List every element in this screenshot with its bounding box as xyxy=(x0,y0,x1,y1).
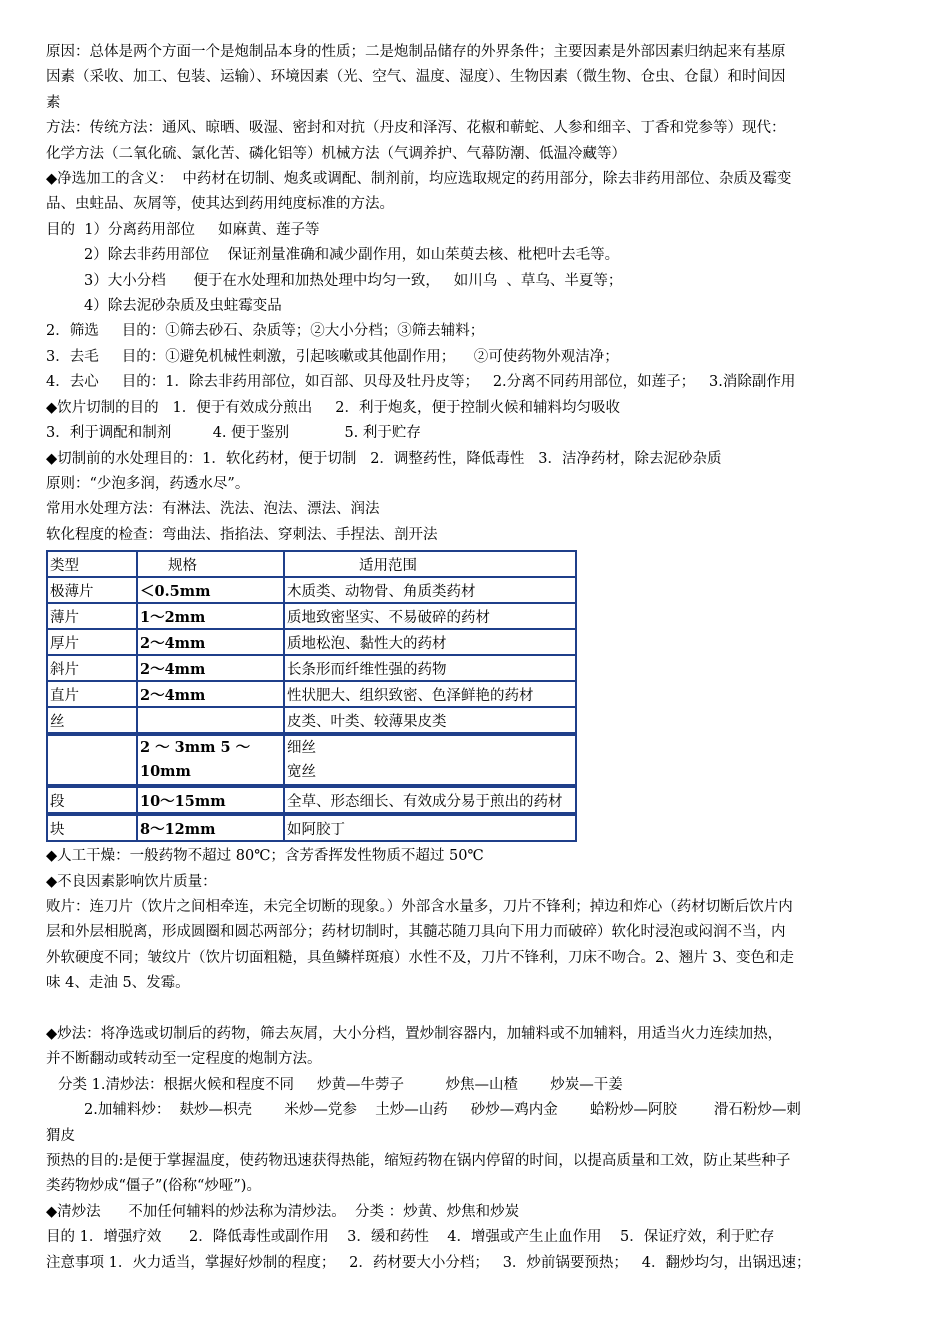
text-line: 目的 1）分离药用部位 如麻黄、莲子等 xyxy=(46,221,320,238)
cell-scope: 性状肥大、组织致密、色泽鲜艳的药材 xyxy=(284,681,576,707)
text-line: 败片：连刀片（饮片之间相牵连，未完全切断的现象。）外部含水量多，刀片不锋利；掉边和炸心（药材切断后饮片内 xyxy=(46,898,793,915)
document-page xyxy=(46,40,916,1276)
table-row xyxy=(47,603,576,629)
text-line: ◆净选加工的含义： 中药材在切制、炮炙或调配、制剂前，均应选取规定的药用部分，除去非药用部位、杂质及霉变 xyxy=(46,171,792,188)
cell-type: 厚片 xyxy=(47,629,137,655)
cell-spec: 10～15mm xyxy=(137,786,284,814)
text-line: 因素（采收、加工、包装、运输）、环境因素（光、空气、温度、湿度）、生物因素（微生物、仓虫、仓鼠）和时间因 xyxy=(46,69,786,86)
text-line: ◆清炒法 不加任何辅料的炒法称为清炒法。 分类 ：炒黄、炒焦和炒炭 xyxy=(46,1203,520,1220)
header-type: 类型 xyxy=(47,551,137,577)
table-row xyxy=(47,786,576,814)
table-row xyxy=(47,655,576,681)
text-line: 类药物炒成“僵子”(俗称“炒哑”)。 xyxy=(46,1178,261,1195)
text-line: 外软硬度不同；皱纹片（饮片切面粗糙，具鱼鳞样斑痕）水性不及，刀片不锋利，刀床不吻合。2、翘片 3、变色和走 xyxy=(46,949,795,966)
text-line: 原因：总体是两个方面一个是炮制品本身的性质；二是炮制品储存的外界条件；主要因素是外部因素归纳起来有基原 xyxy=(46,44,786,60)
cell-type xyxy=(47,734,137,786)
text-line-indented: 2.加辅料炒： 麸炒—枳壳 米炒—党参 土炒—山药 砂炒—鸡内金 蛤粉炒—阿胶 滑石粉炒—刺 xyxy=(84,1102,801,1119)
text-line: 常用水处理方法：有淋法、洗法、泡法、漂法、润法 xyxy=(46,501,380,518)
cell-spec xyxy=(137,707,284,734)
table-row xyxy=(47,707,576,734)
text-line: 3．利于调配和制剂 4. 便于鉴别 5. 利于贮存 xyxy=(46,425,421,442)
table-row xyxy=(47,577,576,603)
cell-scope: 木质类、动物骨、角质类药材 xyxy=(284,577,576,603)
cell-scope-line: 细丝 xyxy=(287,740,316,757)
cell-spec: 2～4mm xyxy=(137,629,284,655)
text-line: 预热的目的:是便于掌握温度，使药物迅速获得热能，缩短药物在锅内停留的时间，以提高质量和工效，防止某些种子 xyxy=(46,1152,791,1169)
cell-spec: 2～4mm xyxy=(137,681,284,707)
text-line-indented: 3）大小分档 便于在水处理和加热处理中均匀一致， 如川乌 、草乌、半夏等； xyxy=(84,272,623,289)
text-line: 4．去心 目的：1．除去非药用部位，如百部、贝母及牡丹皮等； 2.分离不同药用部位，如莲子； 3.消除副作用 xyxy=(46,374,796,391)
text-line: ◆饮片切制的目的 1．便于有效成分煎出 2．利于炮炙，便于控制火候和辅料均匀吸收 xyxy=(46,399,620,416)
cell-type: 斜片 xyxy=(47,655,137,681)
cell-spec xyxy=(137,734,284,786)
text-line: ◆切制前的水处理目的：1．软化药材，便于切制 2．调整药性，降低毒性 3．洁净药材，除去泥砂杂质 xyxy=(46,450,722,467)
text-line: 素 xyxy=(46,94,61,111)
cell-spec-line: 10mm xyxy=(140,763,191,781)
text-line: 目的 1．增强疗效 2．降低毒性或副作用 3．缓和药性 4．增强或产生止血作用 5．保证疗效，利于贮存 xyxy=(46,1229,775,1246)
header-scope: 适用范围 xyxy=(284,551,576,577)
table-row xyxy=(47,681,576,707)
cell-type: 块 xyxy=(47,814,137,841)
text-line-indented: 分类 1.清炒法：根据火候和程度不同 炒黄—牛蒡子 炒焦—山楂 炒炭—干姜 xyxy=(58,1076,623,1093)
text-line: 味 4、走油 5、发霉。 xyxy=(46,975,190,992)
cell-scope: 皮类、叶类、较薄果皮类 xyxy=(284,707,576,734)
cell-scope-line: 宽丝 xyxy=(287,764,316,781)
text-line: ◆炒法：将净选或切制后的药物，筛去灰屑，大小分档，置炒制容器内，加辅料或不加辅料，用适当火力连续加热， xyxy=(46,1025,783,1042)
cell-spec: 1～2mm xyxy=(137,603,284,629)
text-line: 化学方法（二氧化硫、氯化苦、磷化铝等）机械方法（气调养护、气幕防潮、低温冷藏等） xyxy=(46,145,626,162)
cell-spec-line: 2 ～ 3mm 5 ～ xyxy=(140,739,251,757)
text-line: 层和外层相脱离，形成圆圈和圆芯两部分；药材切制时，其髓芯随刀具向下用力而破碎）软化时浸泡或闷润不当，内 xyxy=(46,924,786,941)
table-row xyxy=(47,629,576,655)
text-line: 注意事项 1．火力适当，掌握好炒制的程度； 2．药材要大小分档； 3．炒前锅要预热； 4．翻炒均匀，出锅迅速； xyxy=(46,1254,811,1271)
text-line: 并不断翻动或转动至一定程度的炮制方法。 xyxy=(46,1051,322,1068)
cell-type: 段 xyxy=(47,786,137,814)
cell-type: 薄片 xyxy=(47,603,137,629)
bottom-section xyxy=(46,844,916,1276)
text-line: ◆人工干燥：一般药物不超过 80℃；含芳香挥发性物质不超过 50℃ xyxy=(46,848,484,865)
table-header-row xyxy=(47,551,576,577)
cell-spec: 8～12mm xyxy=(137,814,284,841)
header-spec: 规格 xyxy=(137,551,284,577)
cell-scope: 长条形而纤维性强的药物 xyxy=(284,655,576,681)
text-line: 品、虫蛀品、灰屑等，使其达到药用纯度标准的方法。 xyxy=(46,196,394,213)
blank-line xyxy=(46,997,916,1022)
slice-spec-table xyxy=(46,550,577,842)
text-line: 软化程度的检查：弯曲法、指掐法、穿刺法、手捏法、剖开法 xyxy=(46,526,438,543)
text-line: 2．筛选 目的：①筛去砂石、杂质等；②大小分档；③筛去辅料； xyxy=(46,323,485,340)
top-section xyxy=(46,40,916,548)
cell-scope: 如阿胶丁 xyxy=(284,814,576,841)
text-line: ◆不良因素影响饮片质量： xyxy=(46,873,217,890)
cell-scope: 全草、形态细长、有效成分易于煎出的药材 xyxy=(284,786,576,814)
cell-type: 极薄片 xyxy=(47,577,137,603)
table-row-shred-sizes xyxy=(47,734,576,786)
text-line: 3．去毛 目的：①避免机械性刺激，引起咳嗽或其他副作用； ②可使药物外观洁净； xyxy=(46,348,619,365)
cell-scope: 质地致密坚实、不易破碎的药材 xyxy=(284,603,576,629)
text-line: 猬皮 xyxy=(46,1127,75,1144)
cell-spec: 2～4mm xyxy=(137,655,284,681)
cell-scope: 质地松泡、黏性大的药材 xyxy=(284,629,576,655)
cell-scope xyxy=(284,734,576,786)
table-row xyxy=(47,814,576,841)
text-line: 方法：传统方法：通风、晾晒、吸湿、密封和对抗（丹皮和泽泻、花椒和蕲蛇、人参和细辛、丁香和党参等）现代： xyxy=(46,120,786,137)
cell-spec: ＜0.5mm xyxy=(137,577,284,603)
cell-type: 丝 xyxy=(47,707,137,734)
text-line: 原则：“少泡多润，药透水尽”。 xyxy=(46,475,250,492)
text-line-indented: 2）除去非药用部位 保证剂量准确和减少副作用，如山茱萸去核、枇杷叶去毛等。 xyxy=(84,247,620,264)
text-line-indented: 4）除去泥砂杂质及虫蛀霉变品 xyxy=(84,298,282,315)
cell-type: 直片 xyxy=(47,681,137,707)
